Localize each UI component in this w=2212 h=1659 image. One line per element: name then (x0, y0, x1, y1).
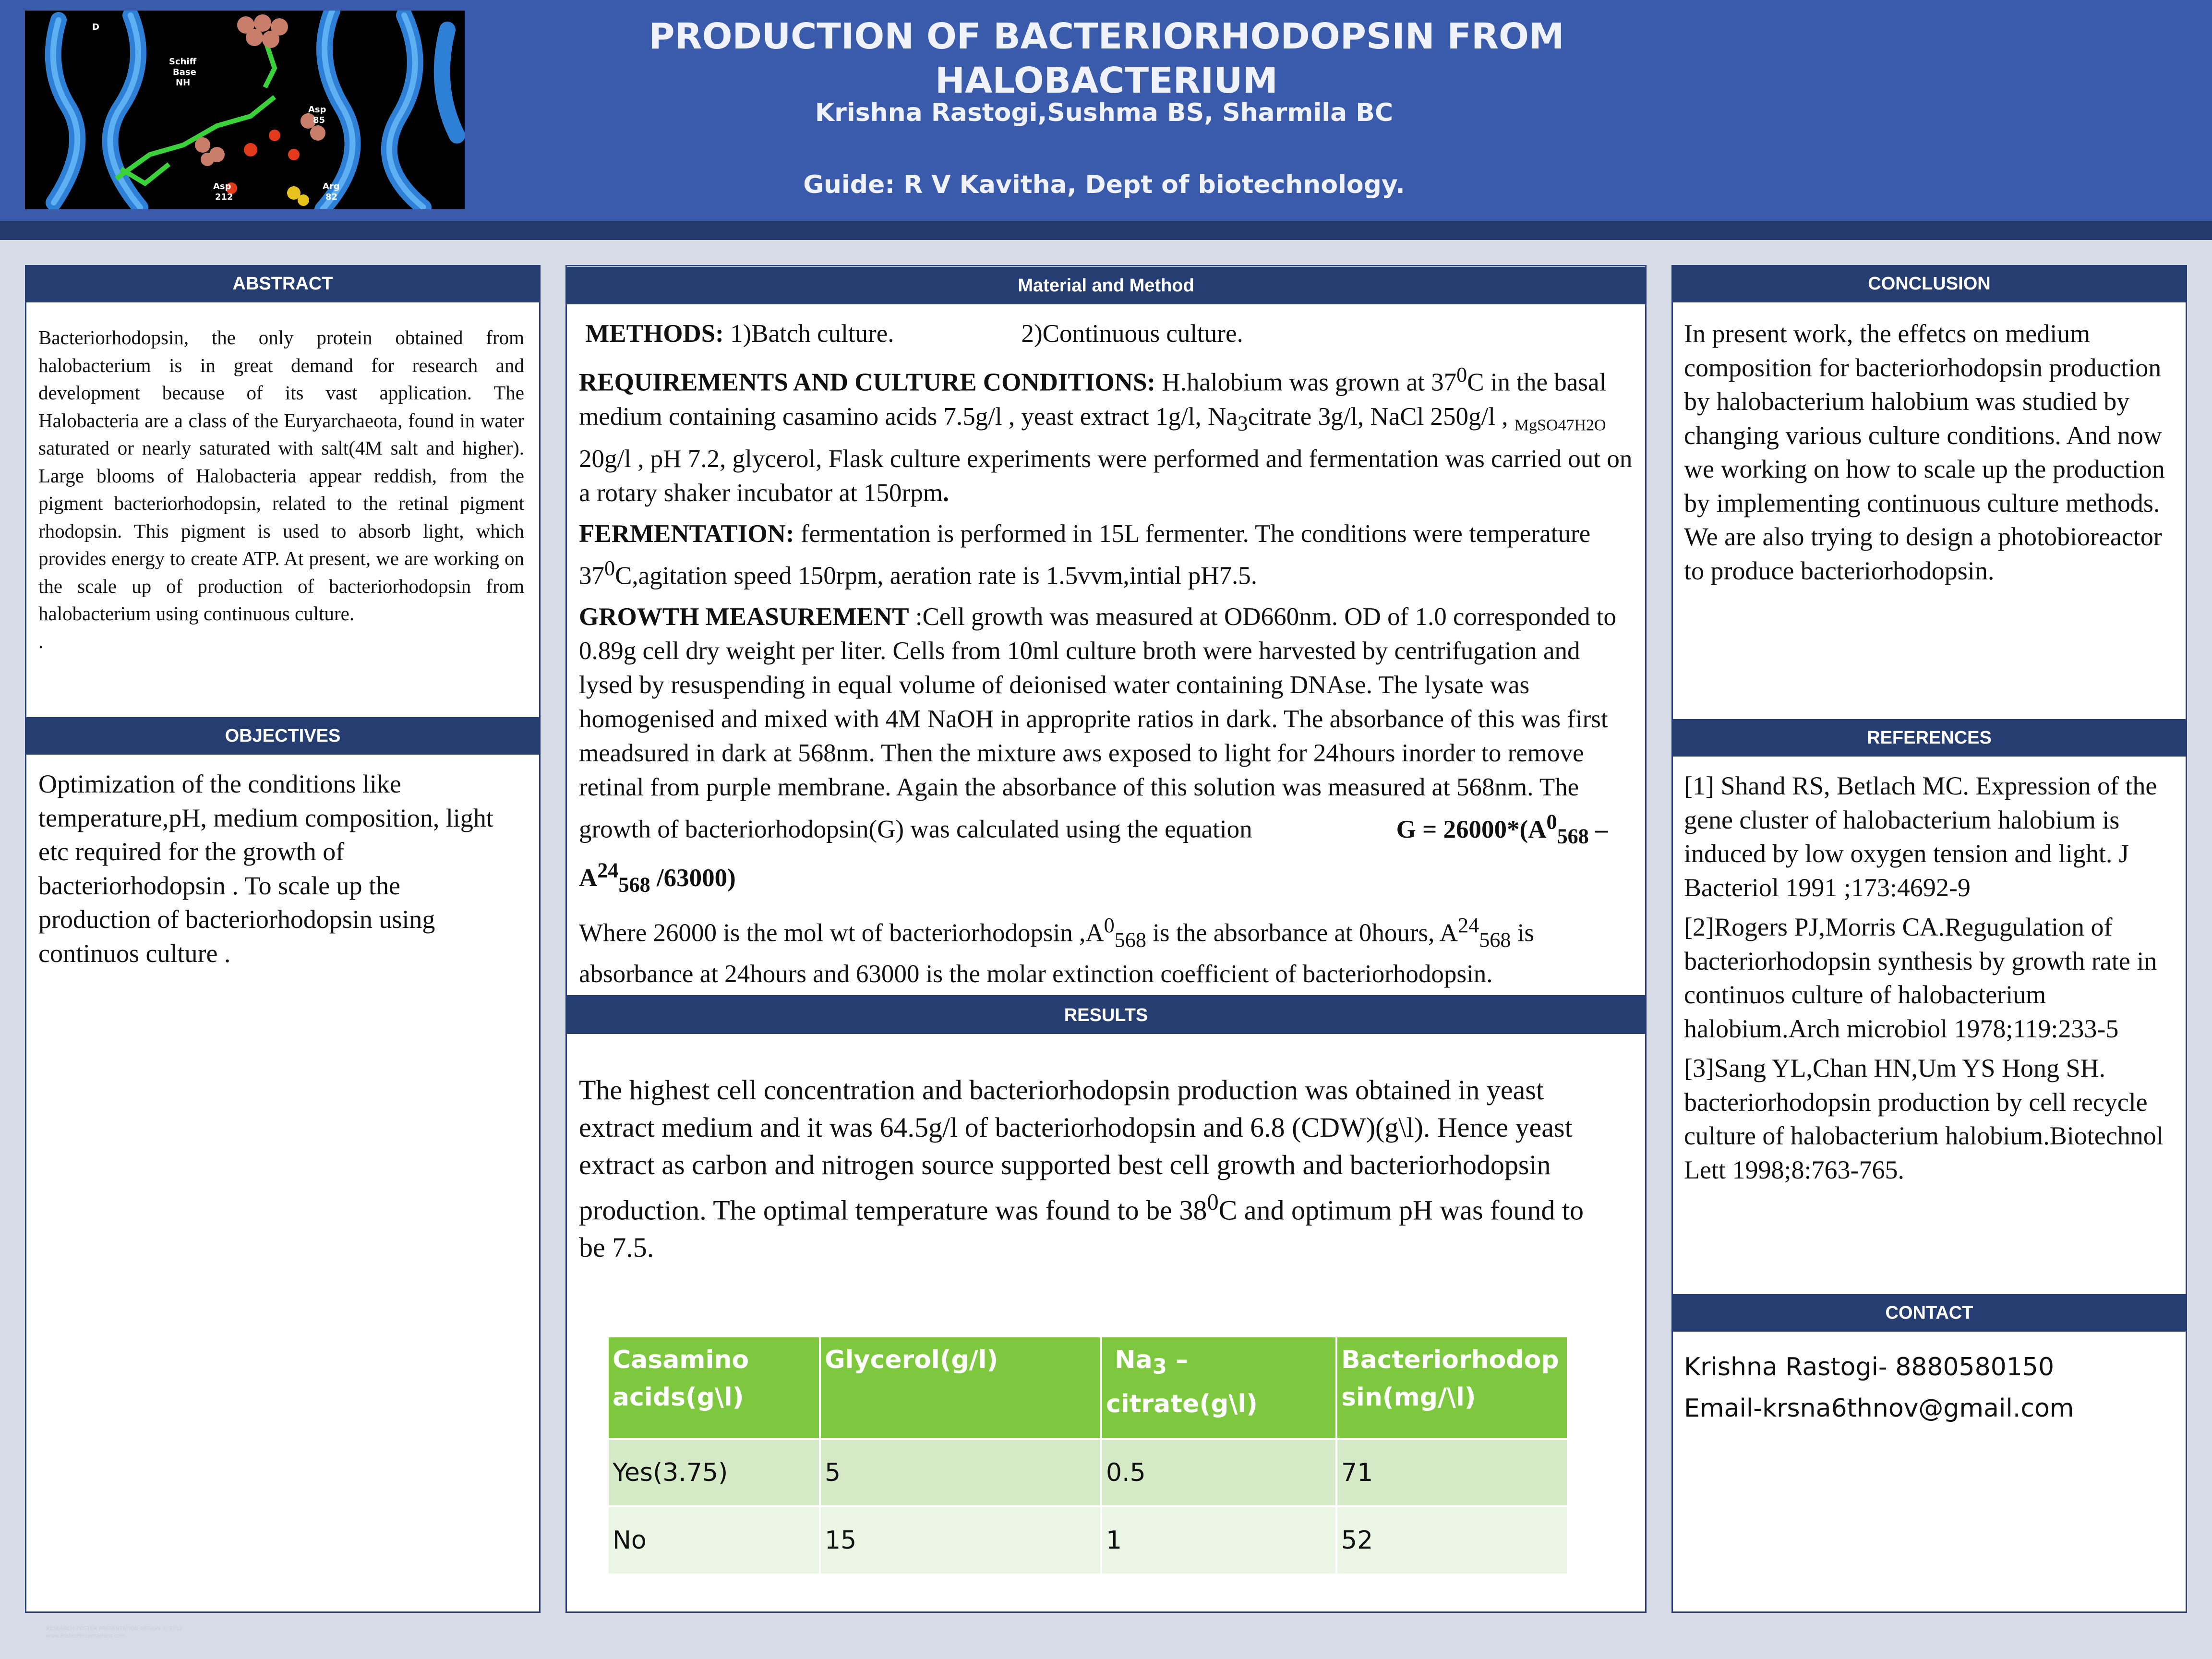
na-sub: 3 (1152, 1355, 1167, 1379)
where-text-c: is absorbance at 24hours and 63000 is the molar extinction coefficient of bacteriorhodopsin. (579, 919, 1535, 988)
table-row (609, 1506, 1568, 1574)
where-paragraph (579, 908, 1633, 991)
requirements-text-d: 20g/l , pH 7.2, glycerol, Flask culture experiments were performed and fermentation was carried out on a rotary shaker incubator at 150rpm (579, 445, 1633, 507)
image-label-asp212: Asp (213, 181, 231, 192)
requirements-text-b: C in the basal medium containing casamino acids 7.5g/l , yeast extract 1g/l, Na (579, 368, 1607, 431)
equation-part-b: – A (579, 815, 1608, 892)
results-text (579, 1071, 1606, 1266)
where-text-a: Where 26000 is the mol wt of bacteriorhodopsin ,A (579, 919, 1104, 948)
contact-heading: CONTACT (1671, 1294, 2187, 1332)
requirements-sub: 3 (1237, 411, 1248, 435)
table-cell: 5 (820, 1439, 1101, 1506)
where-sup-1: 0 (1104, 914, 1115, 938)
methods-text (579, 317, 1633, 998)
fermentation-text-a: fermentation is performed in 15L fermenter. The conditions were temperature 37 (579, 520, 1591, 590)
results-text-b: C and optimum pH was found to be 7.5. (579, 1194, 1584, 1263)
growth-text: :Cell growth was measured at OD660nm. OD of 1.0 corresponded to 0.89g cell dry weight per liter. Cells from 10ml culture broth were harvested by centrifugation and lysed by resuspending in equal volume of deionised water containing DNAse. The lysate was homogenised and mixed with 4M NaOH in approprite ratios in dark. The absorbance of this was first meadsured in dark at 568nm. Then the mixture aws exposed to light for 24hours inorder to remove retinal from purple membrane. Again the absorbance of this solution was measured at 568nm. The growth of bacteriorhodopsin(G) was calculated using the equation (579, 602, 1616, 843)
methods-continuous: 2)Continuous culture. (1021, 320, 1243, 348)
table-cell: No (609, 1506, 820, 1574)
table-cell: Yes(3.75) (609, 1439, 820, 1506)
equation-sub-1: 568 (1557, 824, 1589, 848)
fermentation-sup: 0 (604, 556, 615, 580)
objectives-heading: OBJECTIVES (25, 717, 541, 755)
footer-line-1: RESEARCH POSTER PRESENTATION DESIGN © 2012 (46, 1625, 183, 1632)
reference-item: [3]Sang YL,Chan HN,Um YS Hong SH. bacteriorhodopsin production by cell recycle culture of halobacterium halobium.Biotechnol Lett 1998;8:763-765. (1684, 1054, 2164, 1184)
equation-sup-2: 24 (597, 858, 619, 882)
table-row (609, 1439, 1568, 1506)
table-cell: 1 (1101, 1506, 1336, 1574)
equation-part-a: G = 26000*(A (1396, 815, 1547, 843)
image-label-asp85: Asp (308, 105, 326, 115)
image-label-arg82: Arg (323, 181, 340, 192)
fermentation-paragraph (579, 517, 1633, 593)
results-table (609, 1337, 1569, 1574)
abstract-trailing: . (38, 630, 44, 652)
table-cell: 52 (1336, 1506, 1568, 1574)
na-rest: –citrate(g\l) (1106, 1346, 1258, 1419)
col-header-casamino: Casamino acids(g\l) (609, 1337, 820, 1439)
image-label-base: Base (173, 67, 196, 77)
requirements-paragraph (579, 358, 1633, 510)
requirements-label: REQUIREMENTS AND CULTURE CONDITIONS: (579, 368, 1156, 397)
conclusion-heading: CONCLUSION (1671, 265, 2187, 302)
requirements-sup: 0 (1456, 363, 1467, 386)
table-cell: 71 (1336, 1439, 1568, 1506)
footer-watermark (46, 1625, 182, 1639)
poster-authors: Krishna Rastogi,Sushma BS, Sharmila BC (815, 98, 1394, 127)
results-text-a: The highest cell concentration and bacteriorhodopsin production was obtained in yeast extract medium and it was 64.5g/l of bacteriorhodopsin and 6.8 (CDW)(g\l). Hence yeast extract as carbon and nitrogen source supported best cell growth and bacteriorhodopsin production. The optimal temperature was found to be 38 (579, 1074, 1573, 1226)
poster-title: PRODUCTION OF BACTERIORHODOPSIN FROM HALOBACTERIUM (649, 16, 1564, 101)
protein-structure-image (25, 11, 465, 209)
requirements-end: . (942, 479, 950, 507)
requirements-text-c: citrate 3g/l, NaCl 250g/l , (1248, 402, 1508, 431)
fermentation-label: FERMENTATION: (579, 520, 794, 548)
image-label-d: D (92, 22, 99, 32)
image-label-85: 85 (313, 115, 325, 125)
image-label-nh: NH (176, 78, 191, 88)
methods-heading: Material and Method (565, 267, 1647, 304)
col-header-na-citrate (1101, 1337, 1336, 1439)
where-sub-2: 568 (1479, 928, 1511, 952)
results-sup: 0 (1207, 1190, 1219, 1215)
methods-batch: 1)Batch culture. (730, 320, 894, 348)
equation-sub-2: 568 (618, 873, 650, 897)
conclusion-text: In present work, the effetcs on medium composition for bacteriorhodopsin production by halobacterium halobium was studied by changing various culture conditions. And now we working on how to scale up the production by implementing continuous culture methods. We are also trying to design a photobioreactor to produce bacteriorhodopsin. (1684, 319, 2165, 585)
col-header-glycerol: Glycerol(g/l) (820, 1337, 1101, 1439)
abstract-text (38, 324, 524, 655)
references-list (1684, 769, 2183, 1187)
growth-paragraph (579, 600, 1633, 902)
table-cell: 0.5 (1101, 1439, 1336, 1506)
poster-guide: Guide: R V Kavitha, Dept of biotechnology. (803, 170, 1405, 199)
table-cell: 15 (820, 1506, 1101, 1574)
abstract-body: Bacteriorhodopsin, the only protein obtained from halobacterium is in great demand for research and development because of its vast application. The Halobacteria are a class of the Euryarchaeota, found in water saturated or nearly saturated with salt(4M salt and higher). Large blooms of Halobacteria appear reddish, from the pigment bacteriorhodopsin, related to the retinal pigment rhodopsin. This pigment is used to absorb light, which provides energy to create ATP. At present, we are working on the scale up of production of bacteriorhodopsin from halobacterium using continuous culture. (38, 326, 524, 625)
reference-item: [1] Shand RS, Betlach MC. Expression of the gene cluster of halobacterium halobium is induced by low oxygen tension and light. J Bacteriol 1991 ;173:4692-9 (1684, 771, 2157, 902)
header-strip (0, 221, 2212, 240)
requirements-text-a: H.halobium was grown at 37 (1162, 368, 1457, 397)
references-heading: REFERENCES (1671, 719, 2187, 757)
where-sup-2: 24 (1458, 914, 1479, 938)
where-text-b: is the absorbance at 0hours, A (1146, 919, 1458, 948)
image-label-82: 82 (325, 192, 338, 202)
na-text: Na (1115, 1346, 1153, 1374)
image-label-schiff: Schiff (169, 57, 197, 67)
contact-email[interactable]: Email-krsna6thnov@gmail.com (1684, 1394, 2074, 1423)
reference-item: [2]Rogers PJ,Morris CA.Regugulation of bacteriorhodopsin synthesis by growth rate in continuos culture of halobacterium halobium.Arch microbiol 1978;119:233-5 (1684, 913, 2157, 1043)
abstract-heading: ABSTRACT (25, 265, 541, 302)
methods-label: METHODS: (585, 320, 724, 348)
methods-line (579, 317, 1633, 351)
results-table-header (609, 1337, 1568, 1439)
equation-sup-1: 0 (1546, 809, 1557, 833)
requirements-sub-mgso4: MgSO47H2O (1514, 416, 1606, 434)
growth-label: GROWTH MEASUREMENT (579, 602, 909, 631)
equation-part-c: /63000) (650, 864, 736, 892)
protein-structure-svg (25, 11, 465, 209)
results-heading: RESULTS (565, 997, 1647, 1034)
contact-phone: Krishna Rastogi- 8880580150 (1684, 1353, 2055, 1382)
image-label-212: 212 (215, 192, 233, 202)
fermentation-text-b: C,agitation speed 150rpm, aeration rate is 1.5vvm,intial pH7.5. (615, 562, 1258, 590)
footer-line-2: www.PosterPresentations.com (46, 1633, 126, 1639)
contact-text (1684, 1346, 2183, 1429)
where-sub-1: 568 (1114, 928, 1146, 952)
col-header-bacteriorhodopsin: Bacteriorhodopsin(mg/\l) (1336, 1337, 1568, 1439)
objectives-text: Optimization of the conditions like temperature,pH, medium composition, light etc required for the growth of bacteriorhodopsin . To scale up the production of bacteriorhodopsin using continuos culture . (38, 769, 493, 968)
